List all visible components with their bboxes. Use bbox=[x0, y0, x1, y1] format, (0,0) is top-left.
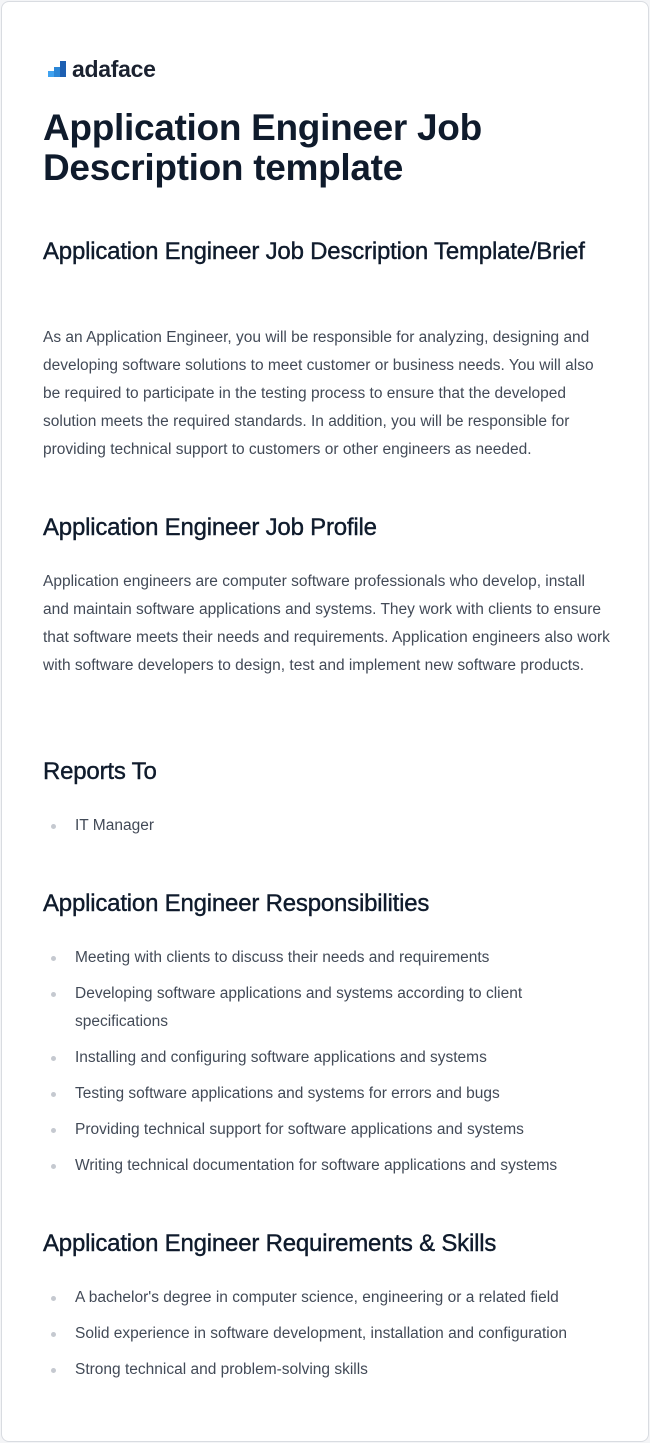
reports-to-heading: Reports To bbox=[43, 758, 157, 785]
profile-text: Application engineers are computer software professionals who develop, install and maintain software applications and systems. They work with clients to ensure that software meets their needs and requirements. Application engineers also work with software developers to design, test and implement new software products. bbox=[43, 573, 610, 674]
adaface-logo-icon bbox=[48, 59, 68, 79]
list-item: IT Manager bbox=[43, 812, 615, 840]
logo-text: adaface bbox=[72, 55, 156, 82]
list-item: Providing technical support for software applications and systems bbox=[43, 1116, 615, 1144]
list-item: A bachelor's degree in computer science, engineering or a related field bbox=[43, 1284, 615, 1312]
list-item: Strong technical and problem-solving skills bbox=[43, 1356, 615, 1384]
responsibilities-heading: Application Engineer Responsibilities bbox=[43, 890, 430, 917]
list-item: Installing and configuring software applications and systems bbox=[43, 1044, 615, 1072]
brief-heading: Application Engineer Job Description Template/Brief bbox=[43, 238, 585, 265]
requirements-heading: Application Engineer Requirements & Skills bbox=[43, 1230, 497, 1257]
list-item: Developing software applications and systems according to client specifications bbox=[43, 980, 615, 1036]
brief-text: As an Application Engineer, you will be responsible for analyzing, designing and developing software solutions to meet customer or business needs. You will also be required to participate in the testing process to ensure that the developed solution meets the required standards. In addition, you will be responsible for providing technical support to customers or other engineers as needed. bbox=[43, 329, 594, 458]
list-item: Meeting with clients to discuss their needs and requirements bbox=[43, 944, 615, 972]
document-card bbox=[1, 1, 649, 1442]
reports-to-list bbox=[43, 812, 615, 848]
adaface-logo[interactable] bbox=[48, 57, 156, 81]
page-title: Application Engineer Job Description template bbox=[43, 107, 482, 188]
list-item: Writing technical documentation for software applications and systems bbox=[43, 1152, 615, 1180]
requirements-list bbox=[43, 1284, 615, 1392]
responsibilities-list bbox=[43, 944, 615, 1188]
list-item: Solid experience in software development, installation and configuration bbox=[43, 1320, 615, 1348]
list-item: Testing software applications and systems for errors and bugs bbox=[43, 1080, 615, 1108]
profile-heading: Application Engineer Job Profile bbox=[43, 514, 377, 541]
